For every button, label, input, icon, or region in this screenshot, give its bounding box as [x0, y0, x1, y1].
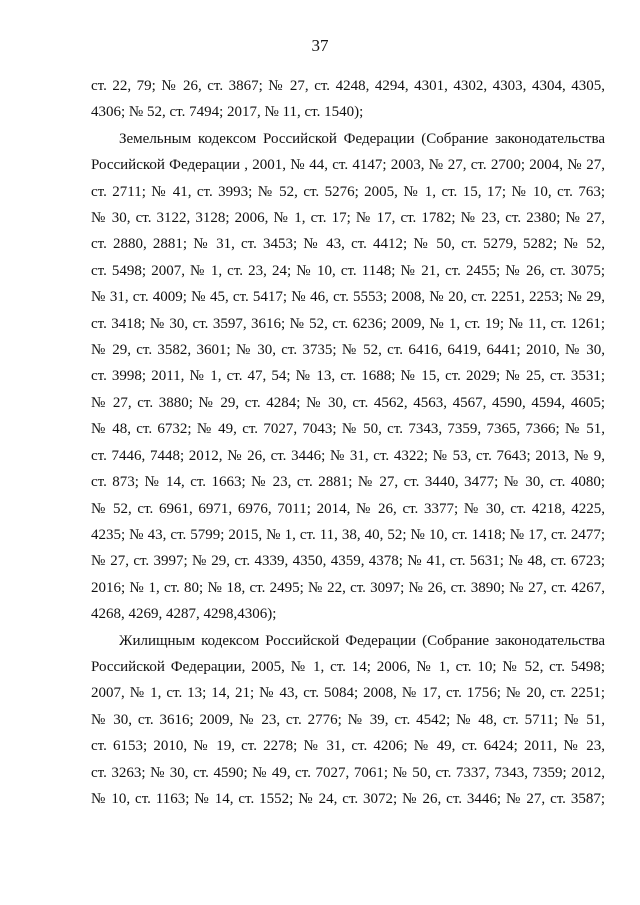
text-line: ст. 3418; № 30, ст. 3597, 3616; № 52, ст. 6236; 2009, № 1, ст. 19; № 11, ст. 1261; [91, 315, 605, 332]
text-line: № 52, ст. 6961, 6971, 6976, 7011; 2014, № 26, ст. 3377; № 30, ст. 4218, 4225, [91, 500, 605, 517]
paragraph-continuation [91, 73, 605, 126]
text-line: № 27, ст. 3997; № 29, ст. 4339, 4350, 4359, 4378; № 41, ст. 5631; № 48, ст. 6723; [91, 553, 605, 570]
text-line: ст. 22, 79; № 26, ст. 3867; № 27, ст. 4248, 4294, 4301, 4302, 4303, 4304, 4305, [91, 78, 605, 94]
text-line: ст. 3998; 2011, № 1, ст. 47, 54; № 13, ст. 1688; № 15, ст. 2029; № 25, ст. 3531; [91, 368, 605, 385]
text-line: Жилищным кодексом Российской Федерации (Собрание законодательства [119, 632, 605, 649]
text-line: № 10, ст. 1163; № 14, ст. 1552; № 24, ст. 3072; № 26, ст. 3446; № 27, ст. 3587; [91, 790, 605, 807]
text-line: Земельным кодексом Российской Федерации (Собрание законодательства [119, 130, 605, 147]
text-line: 2016; № 1, ст. 80; № 18, ст. 2495; № 22, ст. 3097; № 26, ст. 3890; № 27, ст. 4267, [91, 579, 605, 596]
text-line: Российской Федерации , 2001, № 44, ст. 4147; 2003, № 27, ст. 2700; 2004, № 27, [91, 157, 605, 174]
text-line: ст. 7446, 7448; 2012, № 26, ст. 3446; № 31, ст. 4322; № 53, ст. 7643; 2013, № 9, [91, 447, 605, 464]
text-line: ст. 5498; 2007, № 1, ст. 23, 24; № 10, ст. 1148; № 21, ст. 2455; № 26, ст. 3075; [91, 262, 605, 279]
paragraph-housing-code [91, 628, 605, 813]
text-line: № 31, ст. 4009; № 45, ст. 5417; № 46, ст. 5553; 2008, № 20, ст. 2251, 2253; № 29, [91, 289, 605, 306]
page-number: 37 [311, 36, 329, 55]
text-line: № 29, ст. 3582, 3601; № 30, ст. 3735; № 52, ст. 6416, 6419, 6441; 2010, № 30, [91, 342, 605, 359]
text-line: № 30, ст. 3122, 3128; 2006, № 1, ст. 17; № 17, ст. 1782; № 23, ст. 2380; № 27, [91, 210, 605, 227]
text-line: ст. 2880, 2881; № 31, ст. 3453; № 43, ст. 4412; № 50, ст. 5279, 5282; № 52, [91, 236, 605, 253]
text-line: 4306; № 52, ст. 7494; 2017, № 11, ст. 1540); [91, 104, 364, 121]
paragraph-land-code [91, 126, 605, 628]
text-line: 2007, № 1, ст. 13; 14, 21; № 43, ст. 5084; 2008, № 17, ст. 1756; № 20, ст. 2251; [91, 685, 605, 702]
text-line: 4235; № 43, ст. 5799; 2015, № 1, ст. 11, 38, 40, 52; № 10, ст. 1418; № 17, ст. 2477; [91, 526, 605, 543]
text-line: Российской Федерации, 2005, № 1, ст. 14; 2006, № 1, ст. 10; № 52, ст. 5498; [91, 658, 605, 675]
text-line: ст. 873; № 14, ст. 1663; № 23, ст. 2881; № 27, ст. 3440, 3477; № 30, ст. 4080; [91, 474, 605, 491]
text-line: ст. 2711; № 41, ст. 3993; № 52, ст. 5276; 2005, № 1, ст. 15, 17; № 10, ст. 763; [91, 183, 605, 200]
text-line: 4268, 4269, 4287, 4298,4306); [91, 606, 277, 623]
text-line: № 27, ст. 3880; № 29, ст. 4284; № 30, ст. 4562, 4563, 4567, 4590, 4594, 4605; [91, 394, 605, 411]
text-line: ст. 6153; 2010, № 19, ст. 2278; № 31, ст. 4206; № 49, ст. 6424; 2011, № 23, [91, 738, 605, 755]
text-line: № 30, ст. 3616; 2009, № 23, ст. 2776; № 39, ст. 4542; № 48, ст. 5711; № 51, [91, 711, 605, 728]
document-body [91, 73, 605, 812]
text-line: № 48, ст. 6732; № 49, ст. 7027, 7043; № 50, ст. 7343, 7359, 7365, 7366; № 51, [91, 421, 605, 438]
text-line: ст. 3263; № 30, ст. 4590; № 49, ст. 7027, 7061; № 50, ст. 7337, 7343, 7359; 2012, [91, 764, 605, 781]
